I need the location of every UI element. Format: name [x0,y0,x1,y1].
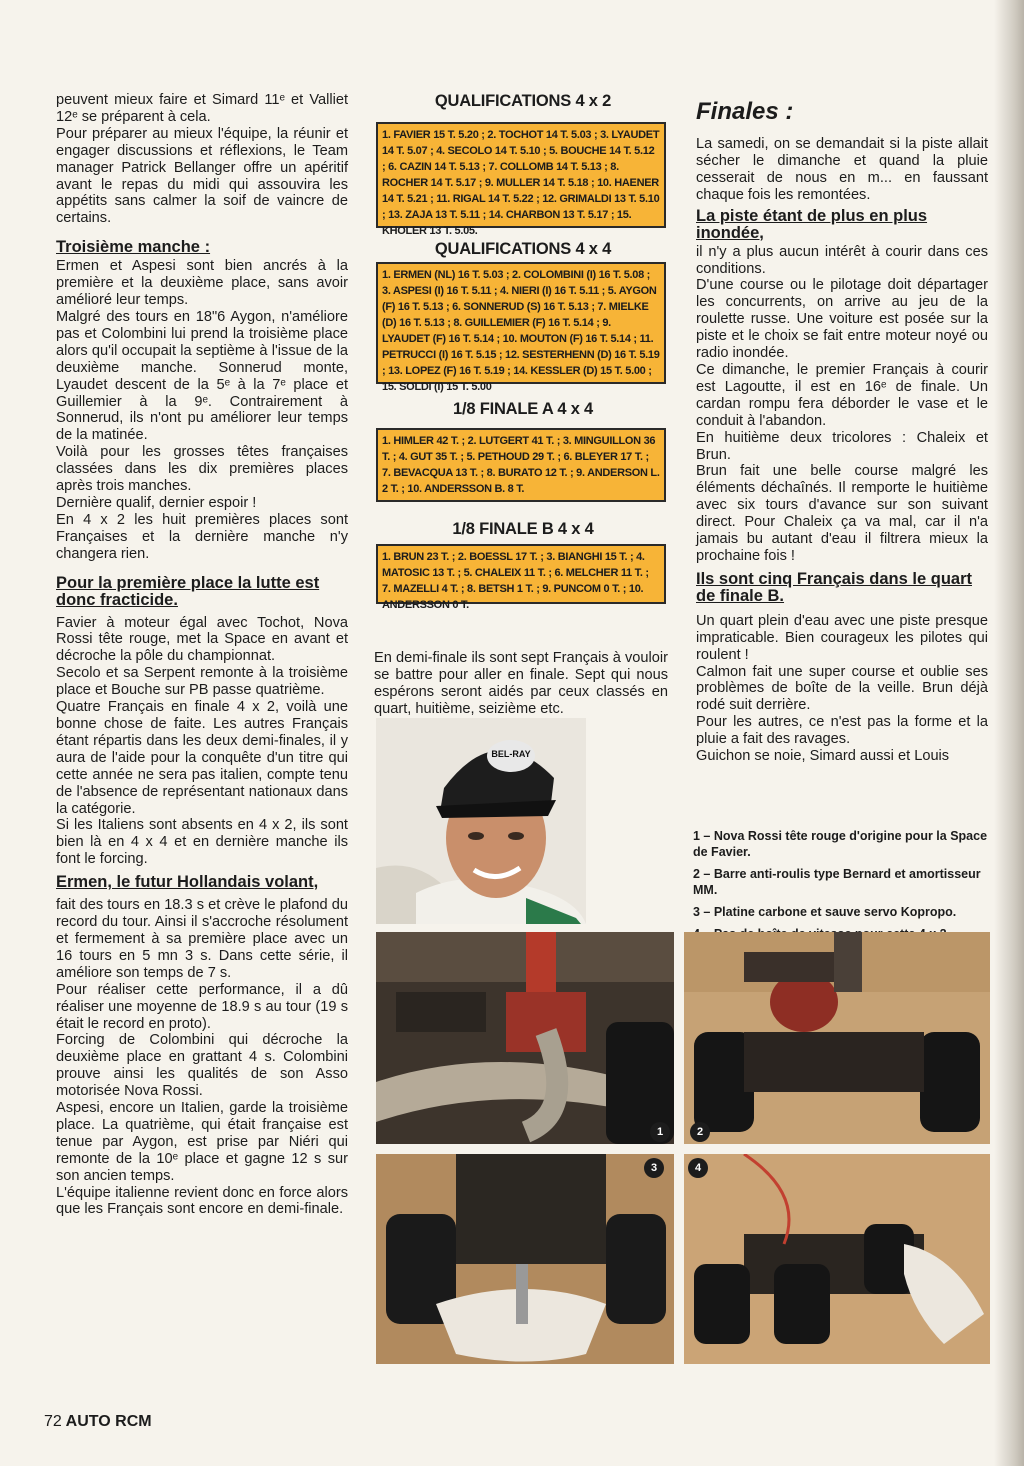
paragraph: La samedi, on se demandait si la piste allait sécher le dimanche et quand la pluie cesserait de nous en m... en faussant chaque fois les remontées. [696,136,988,203]
page-number: 72 [44,1413,62,1430]
paragraph: Un quart plein d'eau avec une piste presque impraticable. Bien courageux les pilotes qui roulent ! [696,612,988,663]
paragraph: Dernière qualif, dernier espoir ! [56,494,257,511]
paragraph: Calmon fait une super course et oublie ses problèmes de boîte de la veille. Brun déjà rodé suit derrière. [696,663,988,714]
section-heading: Troisième manche : [56,238,211,257]
paragraph: Malgré des tours en 18"6 Aygon, n'améliore pas et Colombini lui prend la troisième place alors qu'il occupait la septième à l'issue de la deuxième manche. Sonnerud monte, Lyaudet descent de la 5ᵉ à la 7ᵉ place et Guillemier à la 9ᵉ. Contrairement à Sonnerud, ils n'ont pu améliorer leur temps de la matinée. [56,308,348,444]
paragraph: Quatre Français en finale 4 x 2, voilà une bonne chose de faite. Les autres Français étant répartis dans les deux demi-finales, il y aura de l'aide pour la conquête d'un titre qui cette année ne sera pas italien, compte tenu de l'absence de représentant nationaux dans la catégorie. [56,699,348,817]
results-box-qualif-4x2: 1. FAVIER 15 T. 5.20 ; 2. TOCHOT 14 T. 5.03 ; 3. LYAUDET 14 T. 5.07 ; 4. SECOLO 14 T. 5.10 ; 5. BOUCHE 14 T. 5.12 ; 6. CAZIN 14 T. 5.13 ; 7. COLLOMB 14 T. 5.13 ; 8. ROCHER 14 T. 5.17 ; 9. MULLER 14 T. 5.18 ; 10. HAENER 14 T. 5.21 ; 11. RIGAL 14 T. 5.22 ; 12. GRIMALDI 13 T. 5.10 ; 13. ZAJA 13 T. 5.11 ; 14. CHARBON 13 T. 5.17 ; 15. KHOLER 13 T. 5.05. [376,122,666,228]
photo-chassis-3 [376,1154,674,1364]
middle-column [374,650,668,718]
results-title-finale-a: 1/8 FINALE A 4 x 4 [452,400,594,418]
paragraph: Voilà pour les grosses têtes françaises classées dans les dix premières places après trois manches. [56,444,348,495]
paragraph: peuvent mieux faire et Simard 11ᵉ et Valliet 12ᵉ se préparent à cela. [56,92,348,125]
paragraph: Secolo et sa Serpent remonte à la troisième place et Bouche sur PB passe quatrième. [56,665,348,699]
photo-number-badge: 2 [690,1122,710,1142]
section-heading: Ermen, le futur Hollandais volant, [56,873,319,892]
caption: 3 – Platine carbone et sauve servo Kopropo. [693,905,957,919]
photo-car-4 [684,1154,990,1364]
paragraph: L'équipe italienne revient donc en force alors que les Français sont encore en demi-finale. [56,1184,348,1218]
page-spine-shadow [994,0,1024,1466]
section-heading: Pour la première place la lutte est donc fracticide. [56,573,320,609]
paragraph: Aspesi, encore un Italien, garde la troisième place. La quatrième, qui était française est tenue par Aygon, est prise par Niéri qui remonte de la 10ᵉ place et gagne 12 s sur son ancien temps. [56,1100,348,1184]
paragraph: Pour préparer au mieux l'équipe, la réunir et engager discussions et réflexions, le Team manager Patrick Bellanger offre un apéritif avant le repas du midi qui assouvira les appétits sans calmer la soif de vaincre de certains. [56,125,348,227]
photo-car-2 [684,932,990,1144]
results-box-finale-a: 1. HIMLER 42 T. ; 2. LUTGERT 41 T. ; 3. MINGUILLON 36 T. ; 4. GUT 35 T. ; 5. PETHOUD 29 T. ; 6. BLEYER 17 T. ; 7. BEVACQUA 13 T. ; 8. BURATO 12 T. ; 9. ANDERSON L. 2 T. ; 10. ANDERSSON B. 8 T. [376,428,666,502]
paragraph: En 4 x 2 les huit premières places sont Françaises et la dernière manche n'y changera rien. [56,511,348,562]
results-title-qualif-4x4: QUALIFICATIONS 4 x 4 [434,240,612,258]
caption: 1 – Nova Rossi tête rouge d'origine pour la Space de Favier. [693,829,988,859]
section-heading: La piste étant de plus en plus inondée, [696,206,928,242]
left-column [56,92,348,1218]
paragraph: Guichon se noie, Simard aussi et Louis [696,748,950,765]
caption: 2 – Barre anti-roulis type Bernard et amortisseur MM. [693,867,981,897]
photo-engine-1 [376,932,674,1144]
photo-number-badge: 3 [644,1158,664,1178]
paragraph: Forcing de Colombini qui décroche la deuxième place en grattant 4 s. Colombini prouve ainsi les qualités de son Asso motorisée Nova Rossi. [56,1032,348,1100]
cap-logo-text: BEL-RAY [491,749,531,759]
paragraph: il n'y a plus aucun intérêt à courir dans ces conditions. [696,243,988,277]
paragraph: En huitième deux tricolores : Chaleix et Brun. [696,429,988,463]
section-heading: Ils sont cinq Français dans le quart de finale B. [696,569,972,605]
results-title-qualif-4x2: QUALIFICATIONS 4 x 2 [434,92,612,110]
driver-portrait-photo [376,718,586,924]
results-box-finale-b: 1. BRUN 23 T. ; 2. BOESSL 17 T. ; 3. BIANGHI 15 T. ; 4. MATOSIC 13 T. ; 5. CHALEIX 11 T. ; 6. MELCHER 11 T. ; 7. MAZELLI 4 T. ; 8. BETSH 1 T. ; 9. PUNCOM 0 T. ; 10. ANDERSSON 0 T. [376,544,666,604]
photo-number-badge: 1 [650,1122,670,1142]
results-box-qualif-4x4: 1. ERMEN (NL) 16 T. 5.03 ; 2. COLOMBINI (I) 16 T. 5.08 ; 3. ASPESI (I) 16 T. 5.11 ; 4. NIERI (I) 16 T. 5.11 ; 5. AYGON (F) 16 T. 5.13 ; 6. SONNERUD (S) 16 T. 5.13 ; 7. MIELKE (D) 16 T. 5.13 ; 8. GUILLEMIER (F) 16 T. 5.14 ; 9. LYAUDET (F) 16 T. 5.14 ; 10. MOUTON (F) 16 T. 5.14 ; 11. PETRUCCI (I) 16 T. 5.15 ; 12. SESTERHENN (D) 16 T. 5.19 ; 13. LOPEZ (F) 16 T. 5.19 ; 14. KESSLER (D) 15 T. 5.00 ; 15. SOLDI (I) 15 T. 5.00 [376,262,666,384]
page-footer [44,1413,152,1431]
paragraph: Ce dimanche, le premier Français à courir est Lagoutte, il est en 16ᵉ de finale. Un cardan rompu fera déborder le vase et le conduit à l'abandon. [696,361,988,429]
paragraph: Ermen et Aspesi sont bien ancrés à la première et la deuxième place, sans avoir amélioré leur temps. [56,258,348,309]
paragraph: En demi-finale ils sont sept Français à vouloir se battre pour aller en finale. Sept qui nous espérons seront aidés par ceux classés en quart, huitième, seizième etc. [374,650,668,717]
results-title-finale-b: 1/8 FINALE B 4 x 4 [452,520,594,538]
magazine-name: AUTO RCM [65,1413,152,1430]
paragraph: Pour les autres, ce n'est pas la forme et la pluie a fait des ravages. [696,714,988,748]
paragraph: Brun fait une belle course malgré les éléments déchaînés. Il remporte le huitième avec six tours d'avance sur son suivant direct. Pour Chaleix ça va mal, car il n'a jamais bu autant d'eau il filtrera mieux la prochaine fois ! [696,463,988,564]
paragraph: D'une course ou le pilotage doit départager les concurrents, on arrive au jeu de la roulette russe. Une voiture est posée sur la piste et le choix se fait entre moteur noyé ou radio inondée. [696,277,988,362]
paragraph: Pour réaliser cette performance, il a dû réaliser une moyenne de 18.9 s au tour (19 s était le record en proto). [56,981,348,1032]
paragraph: Favier à moteur égal avec Tochot, Nova Rossi tête rouge, met la Space en avant et décroche la pôle du championnat. [56,614,348,665]
photo-number-badge: 4 [688,1158,708,1178]
paragraph: Si les Italiens sont absents en 4 x 2, ils sont bien là en 4 x 4 et en dernière manche ils font le forcing. [56,817,348,868]
right-column [696,136,988,765]
paragraph: fait des tours en 18.3 s et crève le plafond du record du tour. Ainsi il s'accroche résolument et fermement à sa première place avec un 16 tours en 5 mn 3 s. Dans cette série, il améliore son temps de 7 s. [56,897,348,981]
finales-heading: Finales : [696,98,794,125]
